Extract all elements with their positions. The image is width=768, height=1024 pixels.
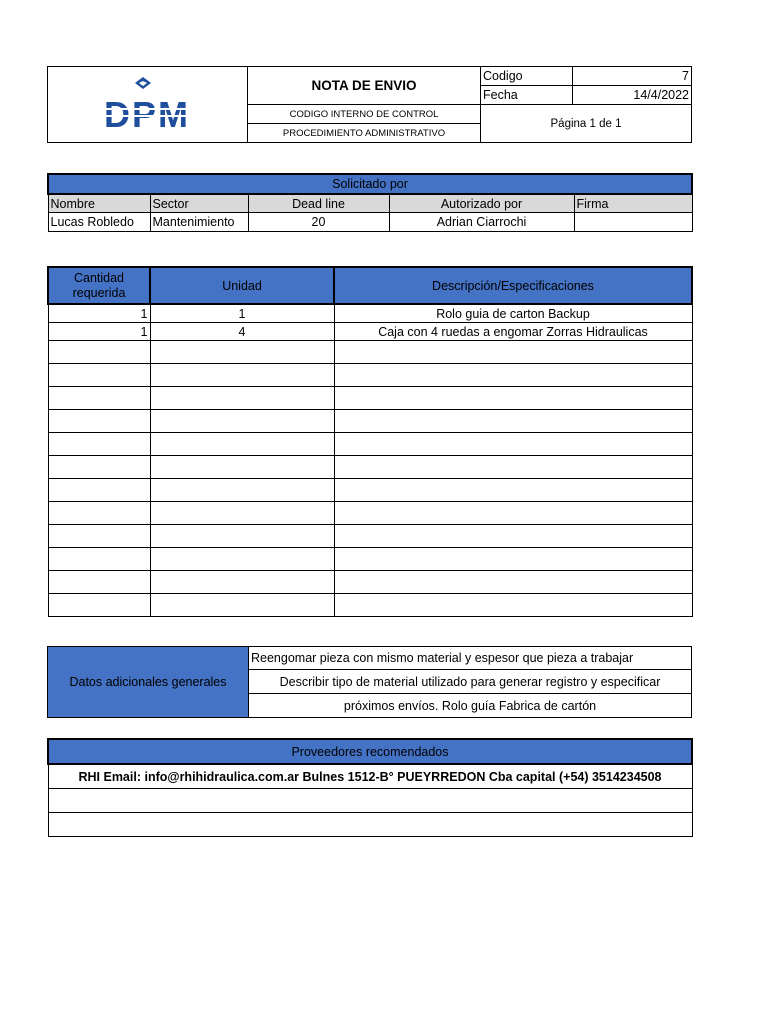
solicitado-table xyxy=(47,173,693,232)
empty-row xyxy=(48,789,692,813)
empty-row xyxy=(48,813,692,837)
document-title: NOTA DE ENVIO xyxy=(248,67,481,105)
empty-row xyxy=(48,364,692,387)
value-autorizado: Adrian Ciarrochi xyxy=(389,213,574,232)
empty-row xyxy=(48,502,692,525)
header-cantidad xyxy=(48,267,150,304)
table-row xyxy=(48,304,692,323)
empty-row xyxy=(48,479,692,502)
row-unidad: 1 xyxy=(150,304,334,323)
fecha-label: Fecha xyxy=(481,86,573,105)
solicitado-title: Solicitado por xyxy=(48,174,692,194)
value-nombre: Lucas Robledo xyxy=(48,213,150,232)
value-deadline: 20 xyxy=(248,213,389,232)
header-cantidad-line2: requerida xyxy=(72,285,126,300)
datos-label: Datos adicionales generales xyxy=(48,647,249,718)
row-cantidad: 1 xyxy=(48,323,150,341)
logo-cell xyxy=(48,67,248,143)
empty-row xyxy=(48,433,692,456)
empty-row xyxy=(48,594,692,617)
dpm-logo xyxy=(83,75,213,131)
proveedores-title: Proveedores recomendados xyxy=(48,739,692,764)
datos-line-2: Describir tipo de material utilizado para generar registro y especificar xyxy=(249,670,692,694)
fecha-value: 14/4/2022 xyxy=(573,86,692,105)
logo-text: DPM xyxy=(103,94,190,131)
row-cantidad: 1 xyxy=(48,304,150,323)
col-nombre: Nombre xyxy=(48,194,150,213)
empty-row xyxy=(48,571,692,594)
table-row xyxy=(48,323,692,341)
row-unidad: 4 xyxy=(150,323,334,341)
codigo-interno-label: CODIGO INTERNO DE CONTROL xyxy=(248,105,481,124)
value-sector: Mantenimiento xyxy=(150,213,248,232)
col-sector: Sector xyxy=(150,194,248,213)
codigo-label: Codigo xyxy=(481,67,573,86)
header-table xyxy=(47,66,692,143)
codigo-value: 7 xyxy=(573,67,692,86)
datos-table xyxy=(47,646,692,718)
empty-row xyxy=(48,341,692,364)
datos-line-3: próximos envíos. Rolo guía Fabrica de cartón xyxy=(249,694,692,718)
proveedores-table xyxy=(47,738,693,837)
col-deadline: Dead line xyxy=(248,194,389,213)
header-cantidad-line1: Cantidad xyxy=(73,270,125,285)
value-firma xyxy=(574,213,692,232)
empty-row xyxy=(48,410,692,433)
row-descripcion: Rolo guia de carton Backup xyxy=(334,304,692,323)
col-autorizado: Autorizado por xyxy=(389,194,574,213)
procedimiento-label: PROCEDIMIENTO ADMINISTRATIVO xyxy=(248,124,481,143)
pagina-label: Página 1 de 1 xyxy=(481,105,692,143)
header-unidad: Unidad xyxy=(150,267,334,304)
empty-row xyxy=(48,456,692,479)
row-descripcion: Caja con 4 ruedas a engomar Zorras Hidraulicas xyxy=(334,323,692,341)
col-firma: Firma xyxy=(574,194,692,213)
items-table xyxy=(47,266,693,617)
empty-row xyxy=(48,525,692,548)
datos-line-1: Reengomar pieza con mismo material y espesor que pieza a trabajar xyxy=(249,647,692,670)
empty-row xyxy=(48,548,692,571)
proveedor-line: RHI Email: info@rhihidraulica.com.ar Bulnes 1512-B° PUEYRREDON Cba capital (+54) 3514234508 xyxy=(48,764,692,789)
empty-row xyxy=(48,387,692,410)
header-descripcion: Descripción/Especificaciones xyxy=(334,267,692,304)
